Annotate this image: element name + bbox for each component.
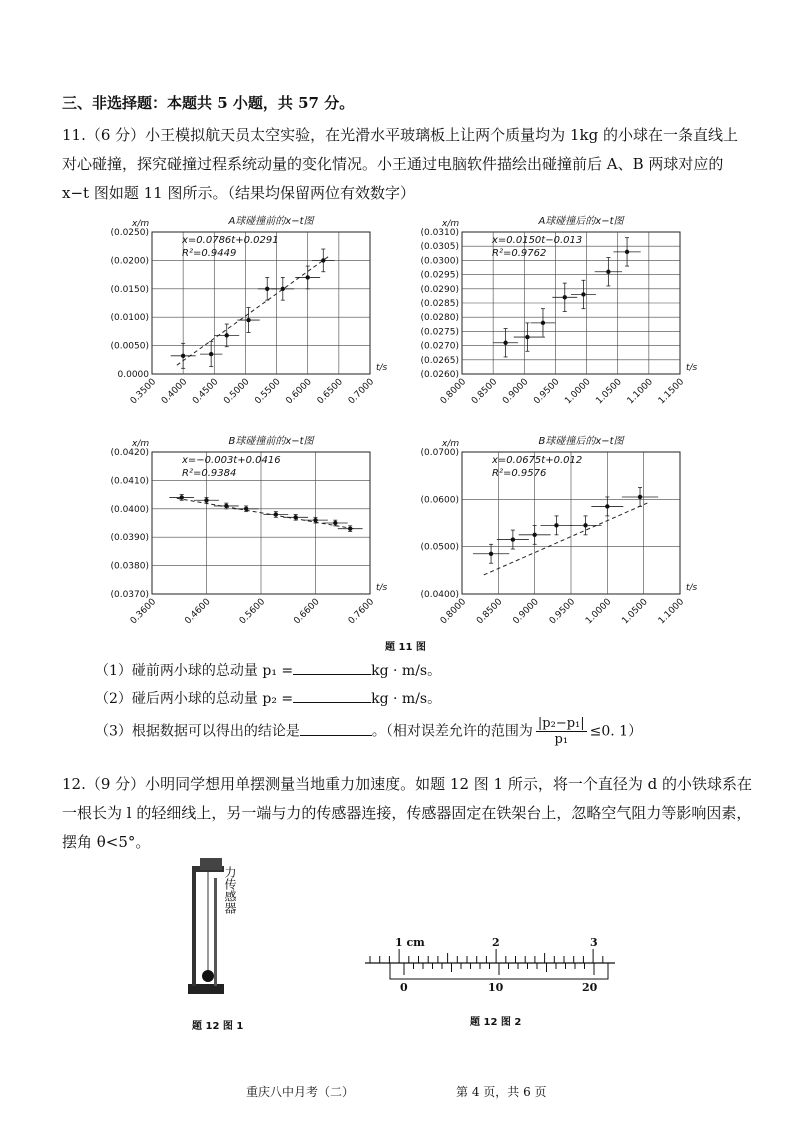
y-tick-label: (0.0390) <box>110 533 149 544</box>
q11-sub3-text: （3）根据数据可以得出的结论是 <box>95 723 300 740</box>
fit-equation: x=0.0675t+0.012 <box>492 455 583 466</box>
fig12-2-caption: 题 12 图 2 <box>470 1017 522 1028</box>
x-axis-label: t/s <box>376 363 388 373</box>
y-tick-label: (0.0280) <box>420 313 459 324</box>
footer-page-number: 第 4 页，共 6 页 <box>456 1085 547 1099</box>
data-point <box>321 258 325 262</box>
y-tick-label: (0.0150) <box>110 284 149 295</box>
y-tick-label: (0.0410) <box>110 476 149 487</box>
q11-sub3 <box>95 716 642 747</box>
data-point <box>244 507 248 511</box>
data-point <box>348 526 352 530</box>
fraction-numerator: |p₂−p₁| <box>537 716 585 731</box>
main-scale-label-1: 1 cm <box>395 936 425 949</box>
y-tick-label: (0.0420) <box>110 448 149 458</box>
y-tick-label: (0.0270) <box>420 341 459 352</box>
x-tick-label: 1.1500 <box>656 377 687 407</box>
y-tick-label: (0.0290) <box>420 284 459 295</box>
x-tick-label: 0.6500 <box>315 377 345 407</box>
x-axis-label: t/s <box>686 583 698 593</box>
q11-text: 11.（6 分）小王模拟航天员太空实验，在光滑水平玻璃板上让两个质量均为 1kg 的小球在一条直线上对心碰撞，探究碰撞过程系统动量的变化情况。小王通过电脑软件描绘出碰撞前后 A、B 两球对应的 x−t 图如题 11 图所示。（结果均保留两位有效数字） <box>62 126 738 202</box>
main-scale-label-2: 2 <box>492 936 500 949</box>
x-tick-label: 0.4000 <box>159 377 190 407</box>
vernier-ticks <box>365 949 615 979</box>
data-point <box>274 512 278 516</box>
fraction-denominator: p₁ <box>554 732 569 747</box>
y-tick-label: (0.0200) <box>110 256 149 267</box>
data-point <box>625 250 629 254</box>
chart-title: B球碰撞后的x−t图 <box>538 436 624 447</box>
main-scale-label-3: 3 <box>590 936 598 949</box>
data-point <box>209 352 213 356</box>
data-point <box>224 504 228 508</box>
data-point <box>583 523 587 527</box>
chart-a-before-svg <box>90 212 400 422</box>
data-point <box>605 504 609 508</box>
data-point <box>306 275 310 279</box>
data-point <box>606 270 610 274</box>
data-point <box>313 518 317 522</box>
y-axis-label: x/m <box>442 219 460 229</box>
y-tick-label: (0.0050) <box>110 341 149 352</box>
data-point <box>246 318 250 322</box>
y-axis-label: x/m <box>132 439 150 449</box>
chart-b-before-svg <box>90 432 400 642</box>
y-tick-label: (0.0400) <box>110 504 149 515</box>
x-axis-label: t/s <box>686 363 698 373</box>
x-tick-label: 0.7600 <box>346 597 377 627</box>
x-tick-label: 0.8500 <box>475 597 505 627</box>
force-sensor-label: 力传感器 <box>223 866 237 914</box>
chart-a-before <box>90 212 400 422</box>
vernier-scale-figure <box>360 930 620 1000</box>
y-tick-label: (0.0310) <box>420 228 459 238</box>
relative-error-fraction <box>536 716 587 747</box>
y-tick-label: (0.0275) <box>420 327 459 338</box>
fit-line <box>177 498 355 529</box>
vernier-label-0: 0 <box>400 981 408 994</box>
data-point <box>225 333 229 337</box>
q11-sub3-mid: 。（相对误差允许的范围为 <box>371 723 533 740</box>
data-point <box>180 495 184 499</box>
vernier-label-20: 20 <box>582 981 598 994</box>
y-tick-label: (0.0260) <box>420 370 459 380</box>
data-point <box>554 523 558 527</box>
x-tick-label: 0.9500 <box>532 377 562 407</box>
q11-sub1-text: （1）碰前两小球的总动量 p₁ = <box>95 663 294 679</box>
data-point <box>333 521 337 525</box>
y-tick-label: (0.0250) <box>110 228 149 238</box>
chart-a-after-svg <box>400 212 710 422</box>
answer-blank-p1[interactable] <box>293 660 371 675</box>
x-tick-label: 0.9000 <box>511 597 541 627</box>
x-tick-label: 1.1000 <box>656 597 687 627</box>
y-tick-label: (0.0305) <box>420 242 459 253</box>
data-point <box>563 295 567 299</box>
q11-sub2-text: （2）碰后两小球的总动量 p₂ = <box>95 691 294 707</box>
fit-equation: x=−0.003t+0.0416 <box>182 455 281 466</box>
x-tick-label: 0.6000 <box>284 377 314 407</box>
y-tick-label: (0.0400) <box>420 590 459 600</box>
x-tick-label: 0.8000 <box>438 377 469 407</box>
data-point <box>503 341 507 345</box>
x-tick-label: 0.4500 <box>191 377 221 407</box>
y-tick-label: (0.0285) <box>420 299 459 309</box>
x-tick-label: 0.3500 <box>128 377 159 407</box>
data-point <box>281 287 285 291</box>
fit-equation: x=0.0150t−0.013 <box>492 235 583 246</box>
footer-exam-name: 重庆八中月考（二） <box>246 1085 355 1099</box>
data-point <box>532 533 536 537</box>
x-tick-label: 0.5500 <box>253 377 283 407</box>
r-squared: R²=0.9762 <box>492 248 547 259</box>
chart-title: A球碰撞前的x−t图 <box>228 216 314 227</box>
q11-sub1 <box>95 660 441 680</box>
y-tick-label: (0.0295) <box>420 270 459 281</box>
x-tick-label: 1.1000 <box>625 377 655 407</box>
x-tick-label: 0.9500 <box>547 597 578 627</box>
y-tick-label: (0.0380) <box>110 561 149 572</box>
q12-text: 12.（9 分）小明同学想用单摆测量当地重力加速度。如题 12 图 1 所示，将一个直径为 d 的小铁球系在一根长为 l 的轻细线上，另一端与力的传感器连接，传感器固定在铁架台上，忽略空气阻力等影响因素，摆角 θ<5°。 <box>62 775 753 851</box>
x-tick-label: 0.9000 <box>501 377 531 407</box>
y-tick-label: (0.0500) <box>420 542 459 553</box>
data-point <box>293 515 297 519</box>
stand-rod-right <box>214 878 217 986</box>
x-axis-label: t/s <box>376 583 388 593</box>
y-axis-label: x/m <box>132 219 150 229</box>
x-tick-label: 0.3600 <box>128 597 159 627</box>
vernier-label-10: 10 <box>488 981 504 994</box>
chart-b-after-svg <box>400 432 710 642</box>
force-sensor <box>200 858 222 870</box>
answer-blank-p2[interactable] <box>293 688 371 703</box>
data-point <box>204 498 208 502</box>
fig12-1-caption: 题 12 图 1 <box>192 1021 244 1032</box>
chart-b-after <box>400 432 710 642</box>
iron-ball <box>202 970 214 982</box>
q11-sub1-unit: kg · m/s。 <box>371 663 442 679</box>
q11-sub2-unit: kg · m/s。 <box>371 691 442 707</box>
x-tick-label: 1.0000 <box>563 377 593 407</box>
fit-line <box>484 503 648 575</box>
data-point <box>541 321 545 325</box>
pendulum-apparatus-figure <box>170 850 280 1015</box>
r-squared: R²=0.9384 <box>182 468 237 479</box>
r-squared: R²=0.9576 <box>492 468 547 479</box>
x-tick-label: 0.7000 <box>346 377 377 407</box>
x-tick-label: 0.5600 <box>237 597 268 627</box>
q11-sub2 <box>95 688 441 708</box>
x-tick-label: 0.6600 <box>292 597 322 627</box>
chart-a-after <box>400 212 710 422</box>
x-tick-label: 0.8000 <box>438 597 469 627</box>
x-tick-label: 1.0500 <box>594 377 624 407</box>
y-tick-label: (0.0370) <box>110 590 149 600</box>
chart-title: B球碰撞前的x−t图 <box>228 436 314 447</box>
y-tick-label: (0.0700) <box>420 448 459 458</box>
y-axis-label: x/m <box>442 439 460 449</box>
data-point <box>511 537 515 541</box>
chart-b-before <box>90 432 400 642</box>
x-tick-label: 1.0500 <box>620 597 650 627</box>
fig11-caption: 题 11 图 <box>385 642 426 653</box>
answer-blank-conclusion[interactable] <box>300 721 372 736</box>
data-point <box>181 354 185 358</box>
chart-title: A球碰撞后的x−t图 <box>538 216 624 227</box>
section-title: 三、非选择题：本题共 5 小题，共 57 分。 <box>62 94 355 112</box>
data-point <box>265 287 269 291</box>
fit-line <box>177 256 330 365</box>
data-point <box>638 495 642 499</box>
data-point <box>525 335 529 339</box>
y-tick-label: (0.0265) <box>420 355 459 366</box>
y-tick-label: 0.0000 <box>117 370 149 380</box>
r-squared: R²=0.9449 <box>182 248 237 259</box>
fit-equation: x=0.0786t+0.0291 <box>182 235 279 246</box>
x-tick-label: 1.0000 <box>584 597 614 627</box>
y-tick-label: (0.0100) <box>110 313 149 324</box>
data-point <box>581 292 585 296</box>
stand-rod-left <box>192 870 196 986</box>
y-tick-label: (0.0300) <box>420 256 459 267</box>
data-point <box>489 552 493 556</box>
x-tick-label: 0.5000 <box>222 377 252 407</box>
x-tick-label: 0.4600 <box>183 597 213 627</box>
x-tick-label: 0.8500 <box>469 377 500 407</box>
q11-sub3-post: ≤0. 1） <box>589 723 643 740</box>
y-tick-label: (0.0600) <box>420 495 459 506</box>
